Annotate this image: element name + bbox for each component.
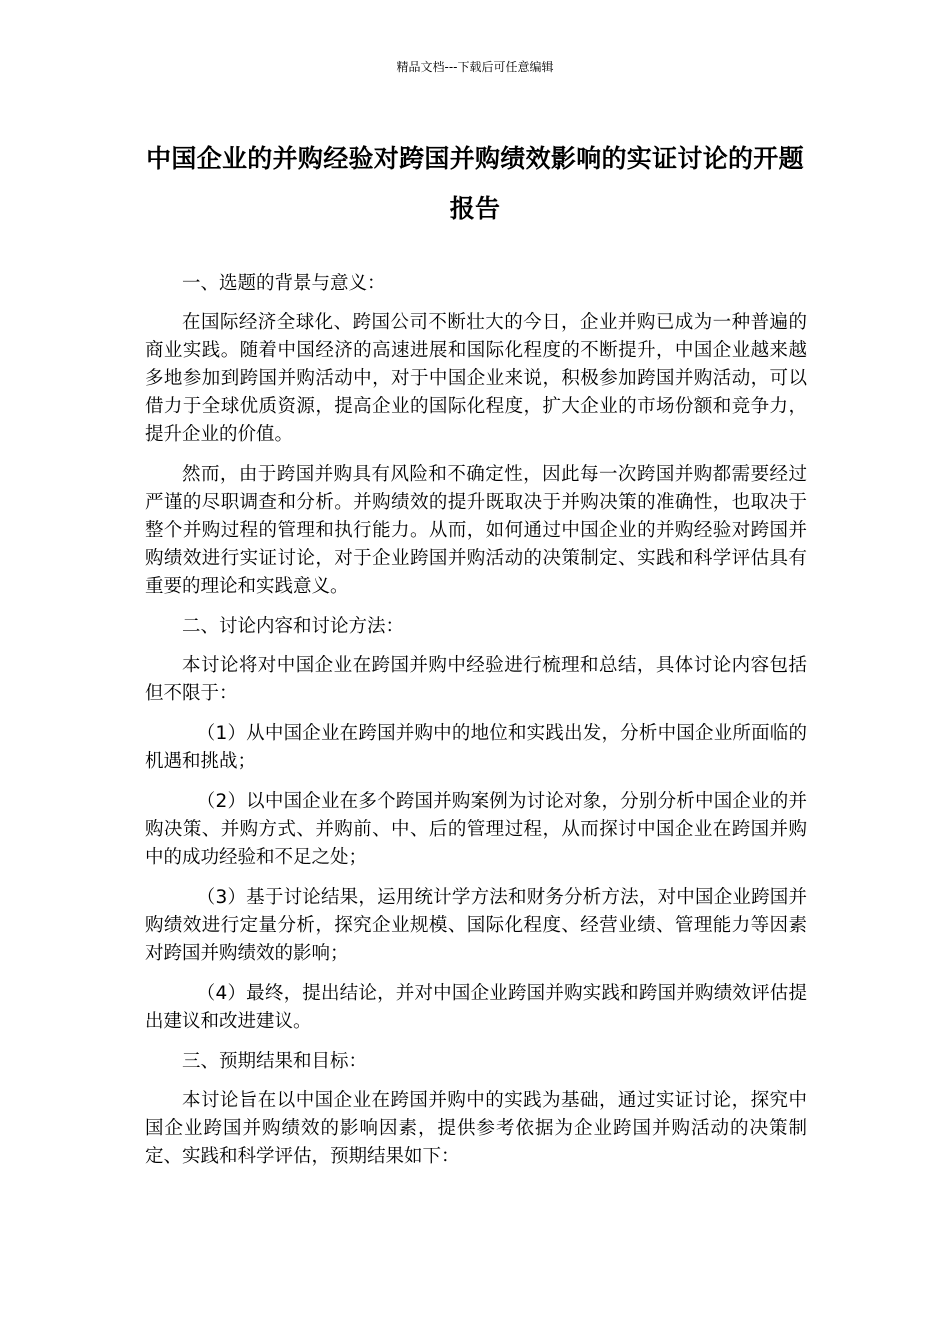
- paragraph-expected-results: 本讨论旨在以中国企业在跨国并购中的实践为基础，通过实证讨论，探究中国企业跨国并购绩效的影响因素，提供参考依据为企业跨国并购活动的决策制定、实践和科学评估，预期结果如下：: [145, 1090, 807, 1167]
- list-item-3: （3）基于讨论结果，运用统计学方法和财务分析方法，对中国企业跨国并购绩效进行定量分析，探究企业规模、国际化程度、经营业绩、管理能力等因素对跨国并购绩效的影响；: [145, 887, 807, 964]
- section-heading-content-method: 二、讨论内容和讨论方法：: [182, 616, 405, 637]
- section-heading-expected-results: 三、预期结果和目标：: [182, 1051, 368, 1072]
- paragraph-background-1: 在国际经济全球化、跨国公司不断壮大的今日，企业并购已成为一种普遍的商业实践。随着中国经济的高速进展和国际化程度的不断提升，中国企业越来越多地参加到跨国并购活动中，对于中国企业来说，积极参加跨国并购活动，可以借力于全球优质资源，提高企业的国际化程度，扩大企业的市场份额和竞争力，提升企业的价值。: [145, 312, 807, 445]
- header-note: 精品文档---下载后可任意编辑: [396, 60, 554, 74]
- document-body: [145, 270, 807, 1183]
- list-item-2: （2）以中国企业在多个跨国并购案例为讨论对象，分别分析中国企业的并购决策、并购方式、并购前、中、后的管理过程，从而探讨中国企业在跨国并购中的成功经验和不足之处；: [145, 791, 807, 868]
- paragraph-background-2: 然而，由于跨国并购具有风险和不确定性，因此每一次跨国并购都需要经过严谨的尽职调查和分析。并购绩效的提升既取决于并购决策的准确性，也取决于整个并购过程的管理和执行能力。从而，如何通过中国企业的并购经验对跨国并购绩效进行实证讨论，对于企业跨国并购活动的决策制定、实践和科学评估具有重要的理论和实践意义。: [145, 464, 807, 597]
- list-item-1: （1）从中国企业在跨国并购中的地位和实践出发，分析中国企业所面临的机遇和挑战；: [145, 723, 807, 772]
- list-item-4: （4）最终，提出结论，并对中国企业跨国并购实践和跨国并购绩效评估提出建议和改进建议。: [145, 983, 807, 1032]
- section-heading-background: 一、选题的背景与意义：: [182, 273, 386, 294]
- document-title: 中国企业的并购经验对跨国并购绩效影响的实证讨论的开题报告: [146, 144, 804, 223]
- paragraph-content-intro: 本讨论将对中国企业在跨国并购中经验进行梳理和总结，具体讨论内容包括但不限于：: [145, 655, 807, 704]
